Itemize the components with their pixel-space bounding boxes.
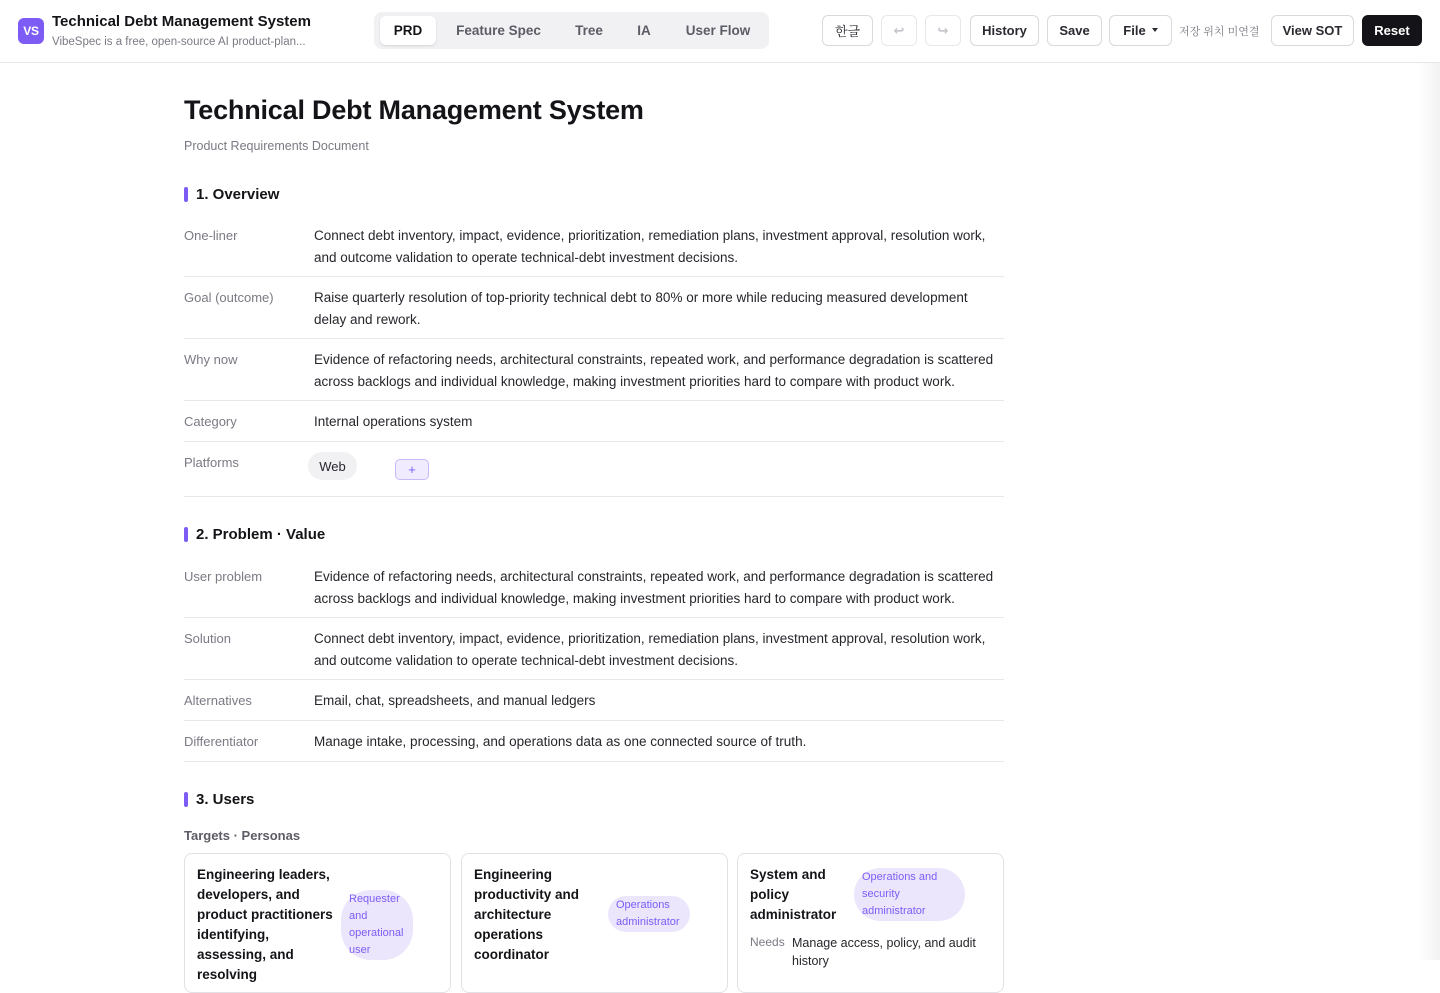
field-label: Goal (outcome) <box>184 290 274 305</box>
section-overview-heading <box>184 184 279 204</box>
alternatives-value[interactable]: Email, chat, spreadsheets, and manual ledgers <box>314 693 596 708</box>
add-platform-button[interactable]: + <box>395 459 429 480</box>
document-subtitle: Product Requirements Document <box>184 139 369 153</box>
field-goal <box>184 277 1004 339</box>
field-platforms <box>184 442 1004 497</box>
field-label: Solution <box>184 631 231 646</box>
file-menu-button[interactable] <box>1109 15 1172 46</box>
persona-role-badge: Operations administrator <box>608 896 690 932</box>
section-accent-bar <box>184 527 188 542</box>
caret-down-icon <box>1152 28 1158 32</box>
redo-icon[interactable]: ↪ <box>925 15 961 46</box>
field-label: Why now <box>184 352 238 367</box>
persona-name: Engineering productivity and architecture operations coordinator <box>474 867 580 962</box>
needs-value: Manage access, policy, and audit history <box>792 936 976 968</box>
field-label: Category <box>184 414 237 429</box>
field-label: Alternatives <box>184 693 252 708</box>
app-subtitle: VibeSpec is a free, open-source AI product-plan... <box>52 36 306 48</box>
tab-user-flow[interactable]: User Flow <box>685 23 751 38</box>
persona-card[interactable] <box>184 853 451 993</box>
why-now-value[interactable]: Evidence of refactoring needs, architectural constraints, repeated work, and performance degradation is scattered across backlogs and individual knowledge, making investment priorities hard to compare with product work. <box>314 352 994 389</box>
tab-prd[interactable]: PRD <box>380 16 436 45</box>
field-label: User problem <box>184 569 263 584</box>
section-accent-bar <box>184 792 188 807</box>
app-title: Technical Debt Management System <box>52 13 311 30</box>
tab-ia[interactable]: IA <box>637 23 651 38</box>
user-problem-value[interactable]: Evidence of refactoring needs, architectural constraints, repeated work, and performance degradation is scattered across backlogs and individual knowledge, making investment priorities hard to compare with product work. <box>314 569 994 606</box>
document-title[interactable]: Technical Debt Management System <box>184 95 644 125</box>
field-user-problem <box>184 556 1004 618</box>
field-label: Differentiator <box>184 734 259 749</box>
history-button[interactable]: History <box>970 15 1039 46</box>
platform-chip-web[interactable]: Web <box>308 452 357 480</box>
section-accent-bar <box>184 187 188 202</box>
category-value[interactable]: Internal operations system <box>314 414 473 429</box>
language-button[interactable]: 한글 <box>822 15 873 46</box>
tab-feature-spec[interactable]: Feature Spec <box>456 23 541 38</box>
one-liner-value[interactable]: Connect debt inventory, impact, evidence, prioritization, remediation plans, investment approval, resolution work, and outcome validation to operate technical-debt investment decisions. <box>314 228 986 265</box>
reset-button[interactable]: Reset <box>1362 15 1422 46</box>
scroll-edge-shade <box>1418 63 1440 960</box>
section-users-heading <box>184 789 254 809</box>
goal-value[interactable]: Raise quarterly resolution of top-priority technical debt to 80% or more while reducing measured development delay and rework. <box>314 290 968 327</box>
section-title: 2. Problem · Value <box>196 525 326 543</box>
field-category <box>184 401 1004 442</box>
field-one-liner <box>184 215 1004 277</box>
tab-tree[interactable]: Tree <box>575 23 603 38</box>
view-tabs <box>374 12 769 49</box>
undo-icon[interactable]: ↩ <box>881 15 917 46</box>
save-location-status: 저장 위치 미연결 <box>1179 26 1260 38</box>
persona-role-badge: Operations and security administrator <box>854 868 965 921</box>
field-label: One-liner <box>184 228 238 243</box>
section-title: 3. Users <box>196 790 255 808</box>
field-why-now <box>184 339 1004 401</box>
persona-card[interactable] <box>461 853 728 993</box>
persona-name: Engineering leaders, developers, and product practitioners identifying, assessing, and resolving <box>197 867 333 982</box>
targets-personas-label: Targets · Personas <box>184 828 301 843</box>
persona-name: System and policy administrator <box>750 867 837 922</box>
file-menu-label: File <box>1123 23 1146 38</box>
field-alternatives <box>184 680 1004 721</box>
section-problem-heading <box>184 524 325 544</box>
differentiator-value[interactable]: Manage intake, processing, and operations data as one connected source of truth. <box>314 734 807 749</box>
solution-value[interactable]: Connect debt inventory, impact, evidence, prioritization, remediation plans, investment approval, resolution work, and outcome validation to operate technical-debt investment decisions. <box>314 631 986 668</box>
view-sot-button[interactable]: View SOT <box>1271 15 1354 46</box>
persona-role-badge: Requester and operational user <box>341 890 413 960</box>
section-title: 1. Overview <box>196 185 280 203</box>
field-label: Platforms <box>184 455 239 470</box>
app-logo: VS <box>18 18 44 44</box>
persona-card[interactable] <box>737 853 1004 993</box>
save-button[interactable]: Save <box>1047 15 1102 46</box>
top-bar <box>0 0 1440 63</box>
field-differentiator <box>184 721 1004 762</box>
needs-label: Needs <box>750 935 785 949</box>
field-solution <box>184 618 1004 680</box>
